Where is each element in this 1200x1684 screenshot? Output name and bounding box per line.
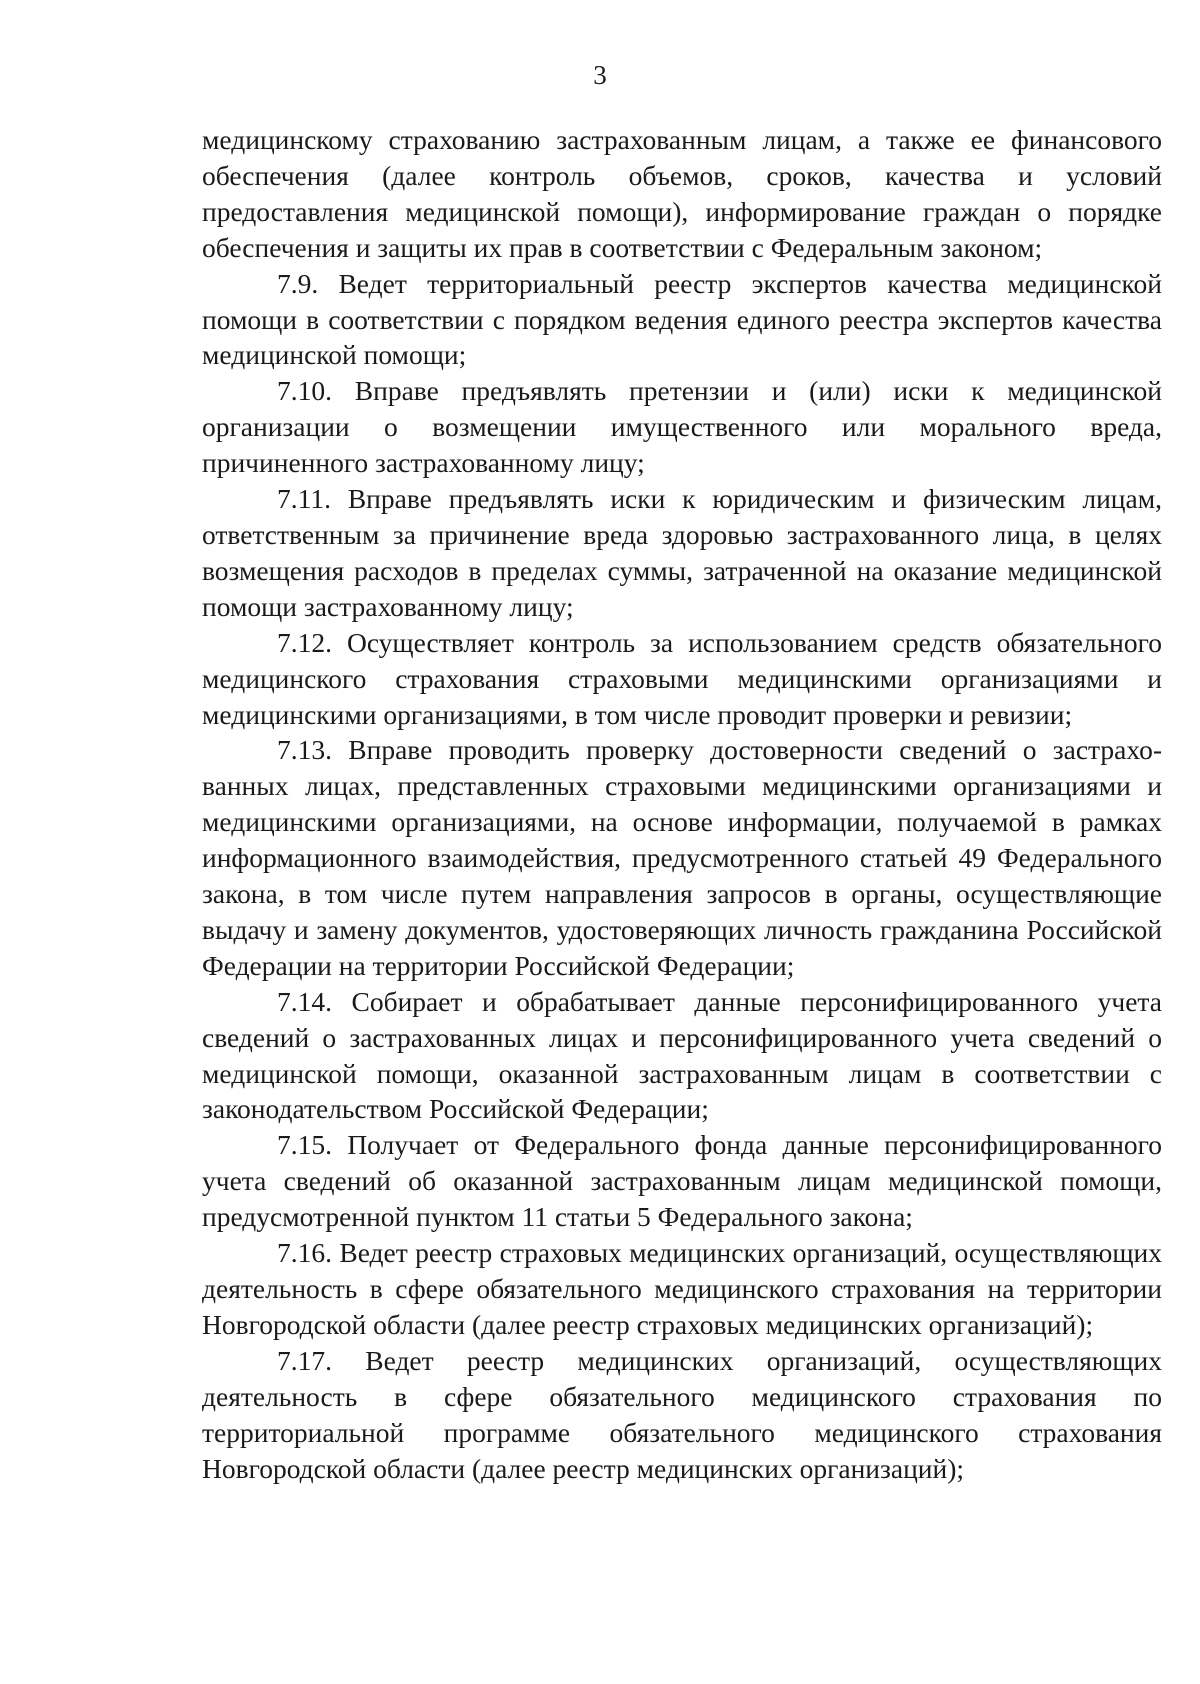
paragraph-7-14: 7.14. Собирает и обрабатывает данные персонифицированного учета сведений о застрахованных лицах и персонифицированного учета сведений о медицинской помощи, оказанной застрахованным лицам в соответствии с законодательством Российской Федерации; bbox=[202, 985, 1162, 1125]
paragraph-7-9: 7.9. Ведет территориальный реестр экспертов качества медицинской помощи в соответствии с порядком ведения единого реестра экспертов качества медицинской помощи; bbox=[202, 267, 1162, 371]
paragraph-continuation: медицинскому страхованию застрахованным лицам, а также ее финансового обеспечения (далее контроль объемов, сроков, качества и условий предоставления медицинской помощи), информирование граждан о порядке обеспечения и защиты их прав в соответствии с Федеральным законом; bbox=[202, 124, 1162, 263]
paragraph-7-16: 7.16. Ведет реестр страховых медицинских организаций, осуществляющих деятельность в сфере обязательного медицинского страхования на территории Новгородской области (далее реестр страховых медицинских организаций); bbox=[202, 1237, 1162, 1340]
paragraph-7-17: 7.17. Ведет реестр медицинских организаций, осуществляющих деятельность в сфере обязательного медицинского страхования по территориальной программе обязательного медицинского страхования Новгородской области (далее реестр медицинских организаций); bbox=[202, 1344, 1162, 1484]
document-body bbox=[202, 122, 1162, 1486]
paragraph-7-15: 7.15. Получает от Федерального фонда данные персонифицированного учета сведений об оказанной застрахованным лицам медицинской помощи, предусмотренной пунктом 11 статьи 5 Федерального закона; bbox=[202, 1129, 1162, 1233]
page-number: 3 bbox=[593, 60, 607, 90]
paragraph-7-13: 7.13. Вправе проводить проверку достоверности сведений о застрахованных лицах, представленных страховыми медицинскими организациями и медицинскими организациями, на основе информации, получаемой в рамках информационного взаимодействия, предусмотренного статьей 49 Федерального закона, в том числе путем направления запросов в органы, осуществляющие выдачу и замену документов, удостоверяющих личность гражданина Российской Федерации на территории Российской Федерации; bbox=[202, 734, 1162, 981]
paragraph-7-11: 7.11. Вправе предъявлять иски к юридическим и физическим лицам, ответственным за причинение вреда здоровью застрахованного лица, в целях возмещения расходов в пределах суммы, затраченной на оказание медицинской помощи застрахованному лицу; bbox=[202, 483, 1162, 622]
paragraph-7-12: 7.12. Осуществляет контроль за использованием средств обязательного медицинского страхования страховыми медицинскими организациями и медицинскими организациями, в том числе проводит проверки и ревизии; bbox=[202, 626, 1162, 730]
paragraph-7-10: 7.10. Вправе предъявлять претензии и (или) иски к медицинской организации о возмещении имущественного или морального вреда, причиненного застрахованному лицу; bbox=[202, 375, 1162, 479]
